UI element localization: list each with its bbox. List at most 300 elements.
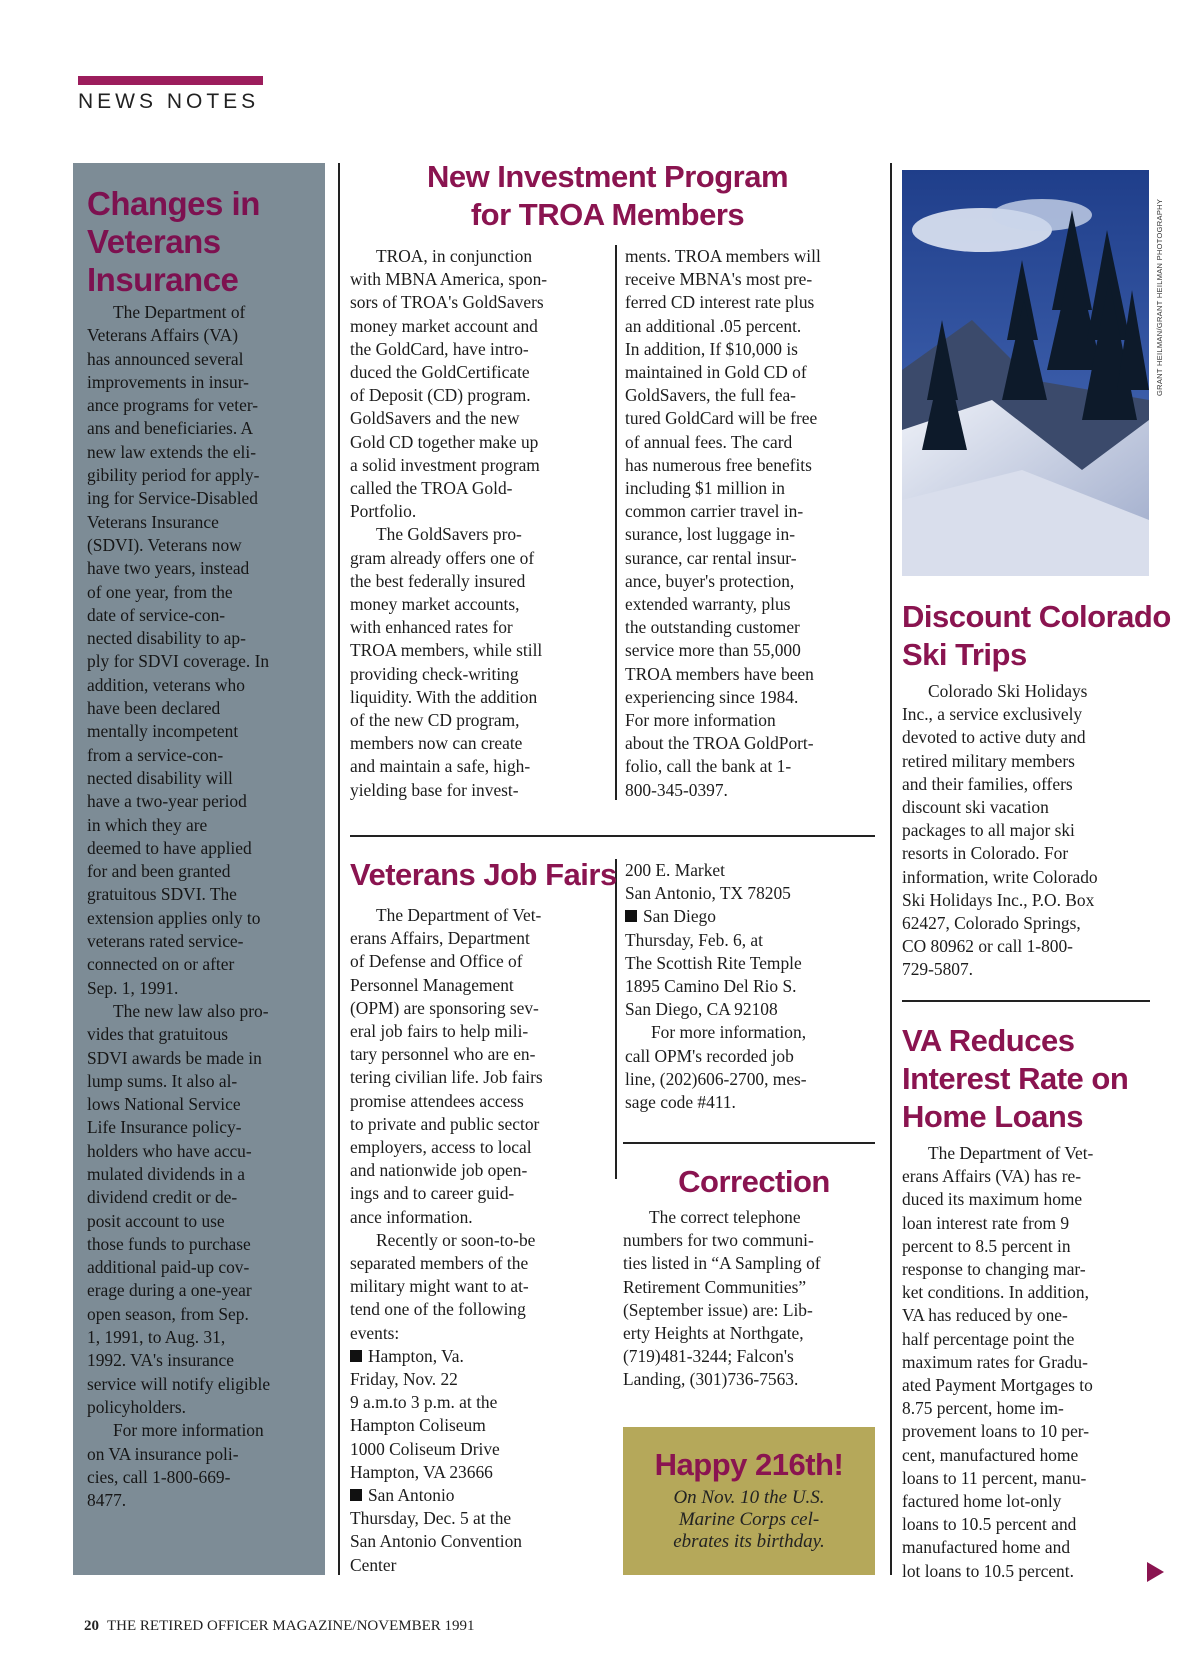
text-line-content: improvements in insur- <box>87 371 249 392</box>
jobs-headline: Veterans Job Fairs <box>350 857 617 892</box>
text-line-content: line, (202)606-2700, mes- <box>625 1068 807 1089</box>
text-line-content: extension applies only to <box>87 907 261 928</box>
text-line-content: Thursday, Feb. 6, at <box>625 929 763 950</box>
square-bullet-icon <box>350 1350 362 1362</box>
text-line-content: open season, from Sep. <box>87 1303 249 1324</box>
text-line <box>625 315 883 338</box>
text-line-content: TROA, in conjunction <box>376 246 533 266</box>
text-line-content: loans to 11 percent, manu- <box>902 1467 1087 1488</box>
text-line-content: TROA members, while still <box>350 640 543 661</box>
text-line <box>350 1391 607 1414</box>
text-line-content: manufactured home and <box>902 1537 1071 1558</box>
text-line <box>902 935 1157 958</box>
text-line-content: numbers for two communi- <box>623 1230 814 1251</box>
text-line-content: packages to all major ski <box>902 820 1075 841</box>
text-line-content: an additional .05 percent. <box>625 315 802 336</box>
text-line-content: erty Heights at Northgate, <box>623 1323 804 1344</box>
text-line-content: percent to 8.5 percent in <box>902 1235 1071 1256</box>
text-line <box>902 1165 1152 1188</box>
text-line-content: VA has reduced by one- <box>902 1305 1068 1326</box>
text-line-content: have been declared <box>87 698 221 719</box>
headline-line: for TROA Members <box>470 197 745 232</box>
text-line <box>625 859 883 882</box>
text-line-content: lot loans to 10.5 percent. <box>902 1560 1074 1581</box>
text-line-content: members now can create <box>350 733 523 754</box>
text-line <box>87 301 311 324</box>
text-line <box>623 1206 885 1229</box>
text-line <box>350 431 607 454</box>
text-line <box>625 709 883 732</box>
text-line-content: ties listed in “A Sampling of <box>623 1253 821 1274</box>
text-line <box>87 324 311 347</box>
text-line <box>87 1419 311 1442</box>
text-line <box>87 1210 311 1233</box>
text-line-content: Colorado Ski Holidays <box>928 681 1088 701</box>
text-line <box>625 384 883 407</box>
text-line-content: and their families, offers <box>902 773 1073 794</box>
text-line <box>350 1438 607 1461</box>
text-line-content: The Scottish Rite Temple <box>625 952 802 973</box>
text-line-content: lump sums. It also al- <box>87 1070 238 1091</box>
text-line <box>87 348 311 371</box>
text-line <box>625 407 883 430</box>
text-line-content: nected disability will <box>87 767 233 788</box>
text-line <box>87 697 311 720</box>
text-line-content: gratuitous SDVI. The <box>87 884 237 905</box>
text-line-content: ings and to career guid- <box>350 1183 515 1204</box>
page-number: 20 <box>84 1618 99 1634</box>
text-line-content: of one year, from the <box>87 581 233 602</box>
text-line-content: The Department of Vet- <box>376 905 542 925</box>
text-line <box>350 547 607 570</box>
continue-arrow-icon <box>1147 1562 1164 1582</box>
text-line <box>902 1420 1152 1443</box>
text-line-content: policyholders. <box>87 1396 187 1417</box>
snowy-mountain-image <box>902 170 1149 576</box>
text-line-content: erans Affairs (VA) has re- <box>902 1166 1081 1187</box>
text-line <box>623 1322 885 1345</box>
text-line <box>87 1466 311 1489</box>
text-line-content: extended warranty, plus <box>625 594 791 615</box>
text-line-content: service more than 55,000 <box>625 640 801 661</box>
text-line <box>87 814 311 837</box>
text-line-content: In addition, If $10,000 is <box>625 338 798 359</box>
text-line-content: and maintain a safe, high- <box>350 756 531 777</box>
text-line <box>625 431 883 454</box>
text-line-content: lows National Service <box>87 1094 241 1115</box>
text-line-content: date of service-con- <box>87 604 226 625</box>
text-line <box>902 912 1157 935</box>
text-line <box>87 1116 311 1139</box>
text-line <box>350 593 607 616</box>
text-line-content: surance, car rental insur- <box>625 547 797 568</box>
text-line-content: mulated dividends in a <box>87 1163 245 1184</box>
text-line <box>625 1091 883 1114</box>
text-line <box>350 361 607 384</box>
text-line <box>625 639 883 662</box>
text-line <box>87 1349 311 1372</box>
text-line-content: money market accounts, <box>350 594 520 615</box>
text-line-content: the outstanding customer <box>625 617 800 638</box>
text-line-content: ans and beneficiaries. A <box>87 418 254 439</box>
text-line-content: San Diego <box>643 906 716 927</box>
text-line <box>350 1043 607 1066</box>
text-line <box>87 883 311 906</box>
text-line-content: mentally incompetent <box>87 721 239 742</box>
text-line-content: the best federally insured <box>350 570 526 591</box>
text-line <box>902 726 1157 749</box>
text-line <box>902 1536 1152 1559</box>
text-line-content: loans to 10.5 percent and <box>902 1514 1077 1535</box>
text-line-content: the GoldCard, have intro- <box>350 338 529 359</box>
text-line <box>87 1093 311 1116</box>
text-line-content: Life Insurance policy- <box>87 1117 242 1138</box>
headline-line: New Investment Program <box>426 159 789 194</box>
correction-headline: Correction <box>678 1164 830 1199</box>
text-line <box>350 1182 607 1205</box>
text-line-content: Hampton Coliseum <box>350 1415 486 1436</box>
text-line-content: those funds to purchase <box>87 1233 251 1254</box>
text-line-content: tend one of the following <box>350 1299 526 1320</box>
text-line <box>350 454 607 477</box>
text-line-content: service will notify eligible <box>87 1373 271 1394</box>
text-line <box>625 547 883 570</box>
headline-line: Insurance <box>87 261 239 298</box>
text-line <box>87 1186 311 1209</box>
text-line-content: 62427, Colorado Springs, <box>902 913 1081 934</box>
text-line <box>350 291 607 314</box>
text-line-content: veterans rated service- <box>87 931 244 952</box>
text-line-content: For more information <box>625 710 776 731</box>
text-line <box>350 779 607 802</box>
text-line-content: tary personnel who are en- <box>350 1044 536 1065</box>
text-line-content: ferred CD interest rate plus <box>625 292 815 313</box>
text-line <box>87 581 311 604</box>
text-line-content: devoted to active duty and <box>902 727 1086 748</box>
text-line <box>902 796 1157 819</box>
text-line <box>350 1461 607 1484</box>
text-line-content: Hampton, Va. <box>368 1345 464 1366</box>
text-line <box>87 860 311 883</box>
text-line-content: for and been granted <box>87 861 231 882</box>
jobs-column-1 <box>350 904 607 1577</box>
text-line <box>87 1443 311 1466</box>
text-line-content: 200 E. Market <box>625 860 725 880</box>
text-line-content: response to changing mar- <box>902 1259 1086 1280</box>
text-line-content: ance information. <box>350 1206 473 1227</box>
text-line <box>87 1140 311 1163</box>
text-line-content: eral job fairs to help mili- <box>350 1021 529 1042</box>
text-line-content: Inc., a service exclusively <box>902 704 1083 725</box>
text-line-content: 1000 Coliseum Drive <box>350 1438 500 1459</box>
text-line-content: The GoldSavers pro- <box>376 524 522 545</box>
text-line <box>625 882 883 905</box>
text-line <box>350 1020 607 1043</box>
text-line-content: retired military members <box>902 750 1075 771</box>
column-rule <box>890 163 892 1575</box>
headline-line: VA Reduces <box>902 1023 1075 1058</box>
headline-line: Home Loans <box>902 1099 1084 1134</box>
text-line-content: called the TROA Gold- <box>350 478 513 499</box>
text-line-content: promise attendees access <box>350 1090 524 1111</box>
happy-line: Marine Corps cel- <box>678 1509 820 1530</box>
text-line-content: employers, access to local <box>350 1137 532 1158</box>
square-bullet-icon <box>350 1489 362 1501</box>
text-line <box>350 709 607 732</box>
text-line <box>87 1070 311 1093</box>
text-line-content: resorts in Colorado. For <box>902 843 1069 864</box>
text-line <box>87 1279 311 1302</box>
text-line-content: discount ski vacation <box>902 797 1049 818</box>
text-line <box>350 663 607 686</box>
text-line <box>87 627 311 650</box>
text-line-content: For more information <box>113 1420 264 1441</box>
text-line <box>902 1281 1152 1304</box>
text-line <box>902 1188 1152 1211</box>
text-line <box>902 1374 1152 1397</box>
text-line-content: cies, call 1-800-669- <box>87 1466 231 1487</box>
text-line <box>87 744 311 767</box>
text-line <box>350 1252 607 1275</box>
text-line <box>625 952 883 975</box>
text-line <box>625 1045 883 1068</box>
text-line <box>902 1258 1152 1281</box>
text-line-content: (719)481-3244; Falcon's <box>623 1346 794 1367</box>
text-line <box>625 454 883 477</box>
text-line <box>87 487 311 510</box>
text-line-content: TROA members have been <box>625 663 814 684</box>
investment-column-2 <box>625 245 883 802</box>
text-line <box>625 998 883 1021</box>
publication-name: THE RETIRED OFFICER MAGAZINE/NOVEMBER 1991 <box>107 1618 475 1634</box>
text-line-content: The Department of <box>113 302 246 322</box>
sidebar-article-veterans-insurance <box>73 163 325 1575</box>
text-line <box>350 950 607 973</box>
happy-line: ebrates its birthday. <box>673 1531 825 1552</box>
text-line-content: 9 a.m.to 3 p.m. at the <box>350 1392 498 1413</box>
text-line-content: tering civilian life. Job fairs <box>350 1067 543 1088</box>
text-line-content: experiencing since 1984. <box>625 686 799 707</box>
text-line <box>87 953 311 976</box>
text-line-content: San Diego, CA 92108 <box>625 999 778 1020</box>
text-line-content: San Antonio Convention <box>350 1531 522 1552</box>
text-line <box>902 866 1157 889</box>
text-line <box>623 1276 885 1299</box>
text-line-content: of Defense and Office of <box>350 951 523 972</box>
text-line <box>350 338 607 361</box>
text-line <box>350 732 607 755</box>
text-line-content: military might want to at- <box>350 1276 529 1297</box>
text-line <box>902 1235 1152 1258</box>
investment-headline <box>340 158 875 234</box>
text-line <box>902 1490 1152 1513</box>
headline-line: Interest Rate on <box>902 1061 1129 1096</box>
text-line-content: factured home lot-only <box>902 1491 1062 1512</box>
text-line <box>350 974 607 997</box>
section-color-bar <box>78 76 263 85</box>
text-line-content: ing for Service-Disabled <box>87 488 258 509</box>
text-line <box>350 315 607 338</box>
text-line <box>350 1066 607 1089</box>
article-divider <box>902 1000 1150 1002</box>
text-line-content: duced the GoldCertificate <box>350 362 530 383</box>
text-line-content: of Deposit (CD) program. <box>350 385 531 406</box>
text-line <box>87 1396 311 1419</box>
text-line-content: 1992. VA's insurance <box>87 1350 234 1371</box>
text-line <box>350 523 607 546</box>
text-line <box>350 1530 607 1553</box>
text-line <box>902 1467 1152 1490</box>
text-line <box>350 1484 607 1507</box>
text-line-content: surance, lost luggage in- <box>625 524 795 545</box>
text-line-content: Portfolio. <box>350 501 417 522</box>
text-line <box>350 616 607 639</box>
text-line <box>87 790 311 813</box>
text-line <box>87 557 311 580</box>
text-line-content: Sep. 1, 1991. <box>87 977 179 998</box>
text-line-content: ments. TROA members will <box>625 246 821 266</box>
text-line-content: Retirement Communities” <box>623 1276 807 1297</box>
text-line-content: vides that gratuitous <box>87 1024 229 1045</box>
text-line-content: money market account and <box>350 315 538 336</box>
text-line <box>350 927 607 950</box>
text-line <box>350 1322 607 1345</box>
text-line-content: addition, veterans who <box>87 674 245 695</box>
text-line <box>87 767 311 790</box>
text-line-content: information, write Colorado <box>902 866 1098 887</box>
text-line <box>87 1256 311 1279</box>
text-line-content: (OPM) are sponsoring sev- <box>350 997 539 1018</box>
text-line-content: The new law also pro- <box>113 1000 269 1021</box>
text-line <box>87 371 311 394</box>
text-line <box>87 1023 311 1046</box>
text-line <box>350 1275 607 1298</box>
article-divider <box>623 1142 875 1144</box>
text-line-content: have a two-year period <box>87 791 247 812</box>
text-line <box>625 929 883 952</box>
text-line-content: Center <box>350 1554 397 1575</box>
text-line-content: a solid investment program <box>350 454 540 475</box>
text-line <box>902 958 1157 981</box>
text-line-content: provement loans to 10 per- <box>902 1421 1090 1442</box>
text-line <box>87 394 311 417</box>
text-line-content: in which they are <box>87 814 208 835</box>
text-line <box>902 750 1157 773</box>
text-line <box>87 1047 311 1070</box>
ski-headline <box>902 598 1171 674</box>
text-line-content: holders who have accu- <box>87 1140 252 1161</box>
page-footer <box>84 1618 475 1635</box>
text-line <box>350 384 607 407</box>
text-line <box>625 268 883 291</box>
text-line <box>902 842 1157 865</box>
text-line-content: dividend credit or de- <box>87 1187 238 1208</box>
text-line <box>623 1252 885 1275</box>
text-line <box>350 1414 607 1437</box>
text-line <box>350 477 607 500</box>
text-line-content: The Department of Vet- <box>928 1143 1094 1163</box>
text-line <box>902 1142 1152 1165</box>
text-line-content: events: <box>350 1322 400 1343</box>
text-line-content: (SDVI). Veterans now <box>87 534 242 555</box>
text-line <box>350 997 607 1020</box>
happy-text <box>623 1487 875 1553</box>
text-line-content: 8477. <box>87 1490 127 1511</box>
text-line-content: new law extends the eli- <box>87 441 257 462</box>
happy-headline: Happy 216th! <box>654 1447 844 1482</box>
text-line-content: 8.75 percent, home im- <box>902 1398 1064 1419</box>
text-line-content: Ski Holidays Inc., P.O. Box <box>902 889 1095 910</box>
text-line <box>350 1159 607 1182</box>
column-rule <box>338 163 340 1575</box>
text-line-content: ance programs for veter- <box>87 395 259 416</box>
text-line-content: sors of TROA's GoldSavers <box>350 292 544 313</box>
text-line <box>87 1373 311 1396</box>
text-line <box>87 1326 311 1349</box>
text-line <box>625 500 883 523</box>
text-line-content: cent, manufactured home <box>902 1444 1079 1465</box>
text-line <box>625 338 883 361</box>
ski-photo <box>902 170 1149 576</box>
text-line-content: on VA insurance poli- <box>87 1443 239 1464</box>
text-line <box>350 1507 607 1530</box>
text-line-content: folio, call the bank at 1- <box>625 756 792 777</box>
text-line-content: with enhanced rates for <box>350 617 513 638</box>
text-line-content: maximum rates for Gradu- <box>902 1351 1088 1372</box>
text-line-content: have two years, instead <box>87 558 250 579</box>
article-divider <box>350 835 875 837</box>
text-line-content: separated members of the <box>350 1253 529 1274</box>
text-line <box>87 441 311 464</box>
text-line <box>87 907 311 930</box>
text-line <box>623 1368 885 1391</box>
text-line <box>623 1299 885 1322</box>
text-line-content: GoldSavers, the full fea- <box>625 385 796 406</box>
text-line <box>87 837 311 860</box>
text-line <box>625 570 883 593</box>
text-line-content: of the new CD program, <box>350 710 520 731</box>
text-line-content: Recently or soon-to-be <box>376 1229 536 1250</box>
text-line <box>625 1068 883 1091</box>
text-line <box>902 1351 1152 1374</box>
sidebar-headline <box>87 185 311 299</box>
text-line <box>902 1444 1152 1467</box>
text-line <box>350 1368 607 1391</box>
text-line <box>350 570 607 593</box>
text-line <box>87 1489 311 1512</box>
photo-credit: GRANT HEILMAN/GRANT HEILMAN PHOTOGRAPHY <box>1155 198 1164 396</box>
text-line-content: duced its maximum home <box>902 1189 1083 1210</box>
text-line <box>625 361 883 384</box>
text-line <box>625 686 883 709</box>
text-line-content: additional paid-up cov- <box>87 1257 250 1278</box>
text-line <box>350 245 607 268</box>
text-line <box>350 1554 607 1577</box>
text-line-content: to private and public sector <box>350 1113 540 1134</box>
text-line <box>902 1212 1152 1235</box>
text-line <box>87 1233 311 1256</box>
text-line <box>87 417 311 440</box>
text-line <box>625 1021 883 1044</box>
text-line-content: has announced several <box>87 348 244 369</box>
text-line-content: Friday, Nov. 22 <box>350 1369 458 1390</box>
text-line-content: half percentage point the <box>902 1328 1075 1349</box>
text-line <box>902 773 1157 796</box>
text-line-content: (September issue) are: Lib- <box>623 1299 813 1320</box>
text-line <box>87 534 311 557</box>
text-line-content: maintained in Gold CD of <box>625 362 807 383</box>
text-line <box>625 616 883 639</box>
